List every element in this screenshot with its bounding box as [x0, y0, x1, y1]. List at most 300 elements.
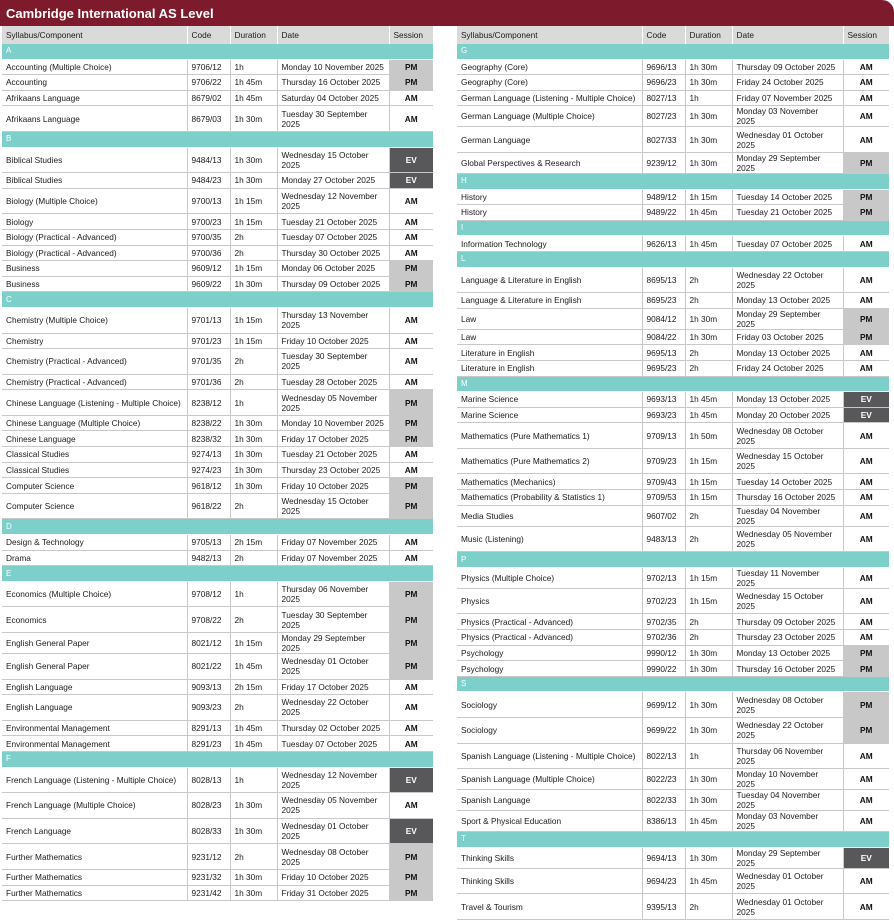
- table-row: [457, 790, 889, 811]
- cell-session: EV: [389, 147, 433, 173]
- cell-date: Thursday 06 November 2025: [732, 743, 843, 769]
- cell-session: AM: [389, 106, 433, 132]
- cell-session: PM: [389, 493, 433, 519]
- table-row: [457, 90, 889, 106]
- table-row: [2, 431, 433, 447]
- cell-duration: 2h: [230, 550, 277, 566]
- table-row: [457, 392, 889, 408]
- table-row: [457, 474, 889, 490]
- cell-duration: 2h: [230, 245, 277, 261]
- cell-syllabus: Chemistry (Multiple Choice): [2, 307, 187, 333]
- cell-code: 9618/22: [187, 493, 230, 519]
- table-row: [2, 581, 433, 607]
- table-row: [457, 448, 889, 474]
- cell-date: Tuesday 30 September 2025: [277, 106, 389, 132]
- cell-code: 9708/12: [187, 581, 230, 607]
- cell-duration: 1h: [685, 90, 732, 106]
- table-row: [2, 374, 433, 390]
- section-letter-row: [457, 676, 889, 692]
- cell-duration: 2h: [230, 493, 277, 519]
- cell-duration: 2h: [685, 293, 732, 309]
- cell-code: 8291/23: [187, 736, 230, 752]
- section-letter: M: [457, 376, 889, 392]
- cell-syllabus: Further Mathematics: [2, 885, 187, 901]
- cell-date: Friday 07 November 2025: [277, 550, 389, 566]
- cell-session: PM: [389, 59, 433, 75]
- cell-date: Wednesday 12 November 2025: [277, 767, 389, 793]
- cell-date: Tuesday 21 October 2025: [732, 205, 843, 221]
- table-row: [2, 390, 433, 416]
- table-row: [457, 769, 889, 790]
- cell-session: AM: [843, 490, 889, 506]
- table-row: [457, 526, 889, 552]
- cell-duration: 1h 30m: [230, 869, 277, 885]
- cell-session: PM: [843, 189, 889, 205]
- cell-syllabus: Computer Science: [2, 493, 187, 519]
- cell-date: Monday 29 September 2025: [732, 152, 843, 173]
- cell-date: Thursday 30 October 2025: [277, 245, 389, 261]
- cell-code: 8679/02: [187, 90, 230, 106]
- cell-session: PM: [843, 661, 889, 677]
- cell-session: AM: [843, 360, 889, 376]
- cell-syllabus: Marine Science: [457, 407, 642, 423]
- cell-session: PM: [389, 415, 433, 431]
- cell-code: 8022/13: [642, 743, 685, 769]
- cell-syllabus: Business: [2, 261, 187, 277]
- cell-duration: 1h 45m: [685, 205, 732, 221]
- cell-duration: 2h: [685, 345, 732, 361]
- timetable-left: [2, 26, 434, 901]
- cell-code: 9231/32: [187, 869, 230, 885]
- cell-session: AM: [843, 567, 889, 588]
- section-letter: B: [2, 131, 433, 147]
- page-title: Cambridge International AS Level: [0, 0, 894, 26]
- table-row: [2, 535, 433, 551]
- cell-syllabus: Environmental Management: [2, 736, 187, 752]
- cell-session: PM: [843, 308, 889, 329]
- cell-code: 8679/03: [187, 106, 230, 132]
- cell-syllabus: French Language: [2, 818, 187, 844]
- table-row: [457, 743, 889, 769]
- cell-duration: 2h: [685, 614, 732, 630]
- cell-session: AM: [843, 236, 889, 252]
- cell-syllabus: Psychology: [457, 661, 642, 677]
- cell-code: 9701/35: [187, 349, 230, 375]
- cell-date: Tuesday 28 October 2025: [277, 374, 389, 390]
- cell-syllabus: Information Technology: [457, 236, 642, 252]
- cell-session: AM: [843, 790, 889, 811]
- cell-session: AM: [389, 349, 433, 375]
- cell-session: PM: [389, 390, 433, 416]
- section-letter: T: [457, 832, 889, 848]
- section-letter-row: [2, 44, 433, 59]
- table-row: [2, 307, 433, 333]
- cell-session: PM: [389, 581, 433, 607]
- table-row: [2, 147, 433, 173]
- cell-code: 9693/23: [642, 407, 685, 423]
- cell-date: Tuesday 07 October 2025: [277, 229, 389, 245]
- table-row: [457, 505, 889, 526]
- cell-date: Monday 13 October 2025: [732, 392, 843, 408]
- cell-code: 9093/23: [187, 695, 230, 721]
- cell-duration: 2h: [230, 844, 277, 870]
- cell-session: AM: [843, 588, 889, 614]
- cell-date: Tuesday 11 November 2025: [732, 567, 843, 588]
- cell-session: AM: [843, 868, 889, 894]
- section-letter: A: [2, 44, 433, 59]
- cell-session: AM: [843, 127, 889, 153]
- cell-duration: 2h: [230, 349, 277, 375]
- cell-code: 9607/02: [642, 505, 685, 526]
- cell-date: Wednesday 08 October 2025: [732, 692, 843, 718]
- cell-session: AM: [389, 307, 433, 333]
- table-row: [457, 811, 889, 832]
- cell-duration: 2h: [685, 505, 732, 526]
- cell-code: 8695/23: [642, 293, 685, 309]
- timetable-right: [457, 26, 890, 920]
- cell-syllabus: Literature in English: [457, 345, 642, 361]
- section-letter-row: [2, 751, 433, 767]
- cell-syllabus: Physics (Practical - Advanced): [457, 614, 642, 630]
- table-row: [457, 868, 889, 894]
- cell-code: 8238/22: [187, 415, 230, 431]
- header-code: Code: [187, 26, 230, 44]
- table-row: [457, 490, 889, 506]
- cell-duration: 1h 45m: [230, 720, 277, 736]
- cell-duration: 1h 30m: [230, 447, 277, 463]
- cell-duration: 1h 15m: [230, 633, 277, 654]
- table-row: [457, 360, 889, 376]
- cell-date: Tuesday 21 October 2025: [277, 447, 389, 463]
- cell-date: Monday 13 October 2025: [732, 293, 843, 309]
- cell-session: PM: [843, 329, 889, 345]
- cell-date: Tuesday 14 October 2025: [732, 189, 843, 205]
- cell-syllabus: Media Studies: [457, 505, 642, 526]
- section-letter-row: [2, 131, 433, 147]
- cell-date: Friday 10 October 2025: [277, 333, 389, 349]
- cell-date: Monday 20 October 2025: [732, 407, 843, 423]
- cell-date: Thursday 09 October 2025: [732, 59, 843, 75]
- cell-code: 9489/12: [642, 189, 685, 205]
- cell-session: PM: [843, 152, 889, 173]
- header-syllabus: Syllabus/Component: [2, 26, 187, 44]
- cell-code: 9093/13: [187, 679, 230, 695]
- cell-date: Monday 27 October 2025: [277, 173, 389, 189]
- section-letter: I: [457, 220, 889, 236]
- cell-duration: 1h 45m: [685, 868, 732, 894]
- cell-code: 9700/36: [187, 245, 230, 261]
- cell-date: Monday 03 November 2025: [732, 106, 843, 127]
- cell-session: PM: [389, 844, 433, 870]
- cell-session: AM: [843, 630, 889, 646]
- section-letter: S: [457, 676, 889, 692]
- cell-syllabus: Mathematics (Pure Mathematics 1): [457, 423, 642, 449]
- cell-duration: 1h 30m: [230, 431, 277, 447]
- table-row: [457, 718, 889, 744]
- cell-session: AM: [389, 447, 433, 463]
- section-letter-row: [457, 44, 889, 59]
- cell-syllabus: Drama: [2, 550, 187, 566]
- cell-syllabus: Chemistry: [2, 333, 187, 349]
- cell-syllabus: Literature in English: [457, 360, 642, 376]
- cell-code: 9709/53: [642, 490, 685, 506]
- cell-syllabus: Biology: [2, 214, 187, 230]
- cell-code: 9274/23: [187, 462, 230, 478]
- section-letter: F: [2, 751, 433, 767]
- cell-date: Saturday 04 October 2025: [277, 90, 389, 106]
- cell-date: Thursday 16 October 2025: [732, 661, 843, 677]
- cell-session: EV: [389, 767, 433, 793]
- cell-date: Tuesday 04 November 2025: [732, 790, 843, 811]
- table-row: [2, 214, 433, 230]
- cell-session: PM: [389, 885, 433, 901]
- cell-duration: 1h 15m: [685, 448, 732, 474]
- cell-date: Monday 03 November 2025: [732, 811, 843, 832]
- cell-date: Wednesday 01 October 2025: [732, 894, 843, 920]
- cell-duration: 1h 30m: [685, 661, 732, 677]
- cell-syllabus: Economics (Multiple Choice): [2, 581, 187, 607]
- cell-session: PM: [389, 478, 433, 494]
- cell-syllabus: Law: [457, 329, 642, 345]
- cell-syllabus: Biology (Multiple Choice): [2, 188, 187, 214]
- cell-syllabus: Further Mathematics: [2, 869, 187, 885]
- table-row: [457, 630, 889, 646]
- cell-date: Monday 13 October 2025: [732, 345, 843, 361]
- cell-syllabus: Biology (Practical - Advanced): [2, 245, 187, 261]
- cell-session: EV: [389, 173, 433, 189]
- table-row: [457, 106, 889, 127]
- cell-session: PM: [389, 276, 433, 292]
- cell-syllabus: Physics (Practical - Advanced): [457, 630, 642, 646]
- cell-syllabus: Thinking Skills: [457, 868, 642, 894]
- cell-code: 9705/13: [187, 535, 230, 551]
- cell-session: AM: [389, 214, 433, 230]
- cell-duration: 1h 30m: [230, 478, 277, 494]
- cell-code: 9084/12: [642, 308, 685, 329]
- cell-session: AM: [843, 894, 889, 920]
- cell-code: 8028/33: [187, 818, 230, 844]
- cell-date: Tuesday 07 October 2025: [277, 736, 389, 752]
- table-row: [2, 695, 433, 721]
- cell-syllabus: Classical Studies: [2, 447, 187, 463]
- table-header: [457, 26, 889, 44]
- cell-date: Friday 24 October 2025: [732, 360, 843, 376]
- cell-code: 9482/13: [187, 550, 230, 566]
- cell-date: Wednesday 15 October 2025: [277, 147, 389, 173]
- cell-date: Wednesday 01 October 2025: [732, 127, 843, 153]
- cell-session: PM: [843, 692, 889, 718]
- cell-session: AM: [389, 229, 433, 245]
- cell-code: 8021/22: [187, 654, 230, 680]
- table-row: [2, 736, 433, 752]
- cell-code: 9990/22: [642, 661, 685, 677]
- cell-session: PM: [843, 205, 889, 221]
- cell-syllabus: Thinking Skills: [457, 847, 642, 868]
- cell-syllabus: Travel & Tourism: [457, 894, 642, 920]
- table-row: [2, 633, 433, 654]
- cell-date: Tuesday 21 October 2025: [277, 214, 389, 230]
- cell-duration: 1h 15m: [685, 490, 732, 506]
- cell-date: Monday 13 October 2025: [732, 645, 843, 661]
- table-row: [457, 588, 889, 614]
- header-date: Date: [732, 26, 843, 44]
- cell-duration: 1h 30m: [230, 818, 277, 844]
- table-row: [457, 407, 889, 423]
- cell-duration: 1h 30m: [685, 59, 732, 75]
- cell-session: PM: [389, 654, 433, 680]
- cell-date: Thursday 13 November 2025: [277, 307, 389, 333]
- cell-syllabus: Environmental Management: [2, 720, 187, 736]
- section-letter: D: [2, 519, 433, 535]
- cell-syllabus: Chemistry (Practical - Advanced): [2, 349, 187, 375]
- cell-duration: 1h: [230, 59, 277, 75]
- cell-date: Wednesday 08 October 2025: [277, 844, 389, 870]
- cell-duration: 1h 30m: [230, 106, 277, 132]
- cell-syllabus: Spanish Language (Listening - Multiple Choice): [457, 743, 642, 769]
- cell-date: Tuesday 04 November 2025: [732, 505, 843, 526]
- cell-duration: 2h: [230, 607, 277, 633]
- cell-duration: 1h 45m: [685, 407, 732, 423]
- table-row: [2, 793, 433, 819]
- cell-syllabus: Afrikaans Language: [2, 90, 187, 106]
- cell-syllabus: Mathematics (Probability & Statistics 1): [457, 490, 642, 506]
- cell-code: 9702/36: [642, 630, 685, 646]
- table-row: [457, 692, 889, 718]
- table-row: [457, 614, 889, 630]
- cell-session: AM: [843, 293, 889, 309]
- cell-syllabus: German Language (Multiple Choice): [457, 106, 642, 127]
- cell-date: Monday 29 September 2025: [732, 308, 843, 329]
- cell-session: EV: [843, 392, 889, 408]
- cell-code: 9274/13: [187, 447, 230, 463]
- cell-session: AM: [389, 720, 433, 736]
- cell-syllabus: Law: [457, 308, 642, 329]
- cell-code: 9709/43: [642, 474, 685, 490]
- cell-date: Monday 10 November 2025: [732, 769, 843, 790]
- cell-session: PM: [389, 75, 433, 91]
- section-letter-row: [2, 566, 433, 582]
- cell-code: 8291/13: [187, 720, 230, 736]
- cell-code: 8028/23: [187, 793, 230, 819]
- cell-session: AM: [389, 90, 433, 106]
- cell-duration: 1h 45m: [685, 811, 732, 832]
- cell-session: AM: [389, 188, 433, 214]
- cell-syllabus: Marine Science: [457, 392, 642, 408]
- cell-date: Thursday 16 October 2025: [277, 75, 389, 91]
- cell-duration: 1h 30m: [685, 769, 732, 790]
- cell-duration: 1h 30m: [230, 793, 277, 819]
- cell-code: 9609/12: [187, 261, 230, 277]
- cell-session: PM: [843, 645, 889, 661]
- cell-date: Friday 24 October 2025: [732, 75, 843, 91]
- cell-code: 9484/13: [187, 147, 230, 173]
- cell-date: Monday 10 November 2025: [277, 415, 389, 431]
- cell-code: 9706/22: [187, 75, 230, 91]
- table-row: [2, 59, 433, 75]
- table-row: [457, 205, 889, 221]
- cell-session: AM: [389, 793, 433, 819]
- cell-date: Friday 10 October 2025: [277, 478, 389, 494]
- cell-syllabus: English General Paper: [2, 633, 187, 654]
- cell-duration: 2h 15m: [230, 679, 277, 695]
- section-letter: L: [457, 251, 889, 267]
- cell-syllabus: Afrikaans Language: [2, 106, 187, 132]
- cell-syllabus: English Language: [2, 679, 187, 695]
- table-row: [457, 236, 889, 252]
- cell-duration: 1h 15m: [685, 588, 732, 614]
- cell-syllabus: Accounting (Multiple Choice): [2, 59, 187, 75]
- cell-session: AM: [843, 526, 889, 552]
- cell-duration: 1h 15m: [230, 307, 277, 333]
- cell-session: PM: [843, 718, 889, 744]
- cell-syllabus: Language & Literature in English: [457, 267, 642, 293]
- table-row: [2, 415, 433, 431]
- cell-session: PM: [389, 607, 433, 633]
- cell-duration: 2h: [685, 894, 732, 920]
- cell-code: 9696/13: [642, 59, 685, 75]
- cell-session: AM: [843, 743, 889, 769]
- cell-session: AM: [843, 267, 889, 293]
- cell-code: 9700/13: [187, 188, 230, 214]
- cell-syllabus: Classical Studies: [2, 462, 187, 478]
- table-row: [2, 462, 433, 478]
- cell-date: Monday 29 September 2025: [732, 847, 843, 868]
- cell-duration: 1h 30m: [685, 847, 732, 868]
- table-row: [2, 229, 433, 245]
- cell-syllabus: Biology (Practical - Advanced): [2, 229, 187, 245]
- table-header: [2, 26, 433, 44]
- section-letter-row: [457, 552, 889, 568]
- cell-syllabus: English Language: [2, 695, 187, 721]
- table-row: [2, 654, 433, 680]
- table-row: [457, 345, 889, 361]
- cell-duration: 1h: [685, 743, 732, 769]
- cell-code: 9708/22: [187, 607, 230, 633]
- cell-syllabus: Economics: [2, 607, 187, 633]
- cell-session: AM: [843, 106, 889, 127]
- cell-duration: 1h 30m: [230, 462, 277, 478]
- cell-code: 8022/33: [642, 790, 685, 811]
- cell-code: 9489/22: [642, 205, 685, 221]
- cell-duration: 1h 30m: [230, 276, 277, 292]
- cell-code: 8238/32: [187, 431, 230, 447]
- table-row: [457, 847, 889, 868]
- cell-duration: 1h 30m: [685, 645, 732, 661]
- cell-date: Wednesday 01 October 2025: [732, 868, 843, 894]
- table-row: [2, 106, 433, 132]
- section-letter-row: [2, 292, 433, 308]
- timetable-left-column: [2, 26, 433, 901]
- section-letter-row: [457, 376, 889, 392]
- cell-date: Thursday 09 October 2025: [732, 614, 843, 630]
- timetable-right-column: [457, 26, 889, 920]
- cell-duration: 1h 45m: [685, 236, 732, 252]
- cell-session: AM: [389, 535, 433, 551]
- cell-syllabus: History: [457, 189, 642, 205]
- cell-syllabus: Global Perspectives & Research: [457, 152, 642, 173]
- cell-date: Wednesday 22 October 2025: [732, 718, 843, 744]
- cell-code: 8021/12: [187, 633, 230, 654]
- cell-session: AM: [843, 448, 889, 474]
- table-row: [2, 679, 433, 695]
- cell-syllabus: Geography (Core): [457, 75, 642, 91]
- cell-duration: 1h 50m: [685, 423, 732, 449]
- cell-duration: 1h 15m: [230, 214, 277, 230]
- cell-session: AM: [843, 90, 889, 106]
- cell-date: Thursday 06 November 2025: [277, 581, 389, 607]
- cell-syllabus: Psychology: [457, 645, 642, 661]
- table-row: [2, 767, 433, 793]
